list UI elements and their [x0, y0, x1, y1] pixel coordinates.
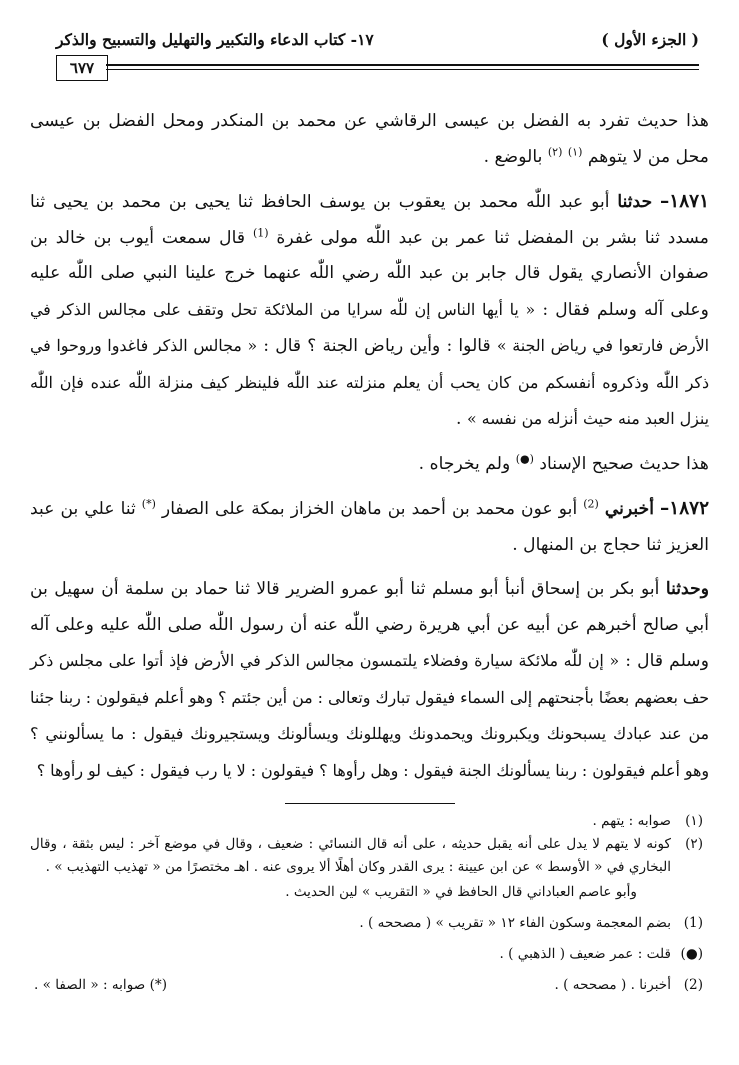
- footnote: (*) صوابه : « الصفا » .: [34, 977, 168, 993]
- volume-label: ( الجزء الأول ): [601, 30, 699, 49]
- hadith-1872-second-chain: [30, 572, 709, 789]
- footnote-mark: (1): [683, 915, 703, 931]
- footnote-separator: [285, 803, 455, 804]
- footnote-row: [30, 974, 709, 997]
- isnad: أبو عبد اللّٰه محمد بن يعقوب بن يوسف الحافظ ثنا يحيى بن محمد بن يحيى ثنا مسدد ثنا بشر بن المفضل ثنا عمر بن عبد اللّٰه مولى غفرة: [30, 192, 709, 248]
- footnote-continuation: وأبو عاصم العباداني قال الحافظ في « التقريب » لين الحديث .: [285, 884, 637, 900]
- footnote-ref[interactable]: (1): [252, 225, 269, 239]
- footnote-ref[interactable]: (١): [567, 144, 583, 158]
- hadith-text: « مجالس الذكر فاغدوا وروحوا في ذكر اللّٰه وذكروه أنفسكم من كان يحب أن يعلم منزلته عند اللّٰه فلينظر كيف منزلة اللّٰه عنده فإن اللّٰه ينزل العبد منه حيث أنزله من نفسه »: [30, 336, 709, 428]
- footnote-ref[interactable]: (●): [515, 451, 534, 465]
- paragraph-grading-note: هذا حديث تفرد به الفضل بن عيسى الرقاشي عن محمد بن المنكدر ومحل الفضل بن عيسى محل من لا يتوهم $^{(١)}$ $^{(٢)}$ بالوضع .: [30, 111, 709, 167]
- hadith-1872: ١٨٧٢– أخبرني $^{(2)}$ أبو عون محمد بن أحمد بن ماهان الخزاز بمكة على الصفار (*) ثنا علي بن عبد العزيز ثنا حجاج بن المنهال .: [30, 497, 710, 555]
- footnote: (1) بضم المعجمة وسكون الفاء ١٢ « تقريب » ( مصححه ) .: [30, 912, 709, 935]
- footnote-mark: (٢): [685, 836, 703, 852]
- footnote-ref[interactable]: (2): [583, 497, 599, 511]
- footnotes: [30, 810, 709, 997]
- footnote-ref[interactable]: (*): [141, 497, 156, 511]
- isnad: قال سمعت أيوب بن خالد بن صفوان الأنصاري يقول قال جابر بن عبد اللّٰه رضي اللّٰه عنهما خرج علينا النبي صلى اللّٰه عليه وعلى آله وسلم فقال :: [30, 227, 709, 320]
- footnote-ref[interactable]: (٢): [547, 144, 563, 158]
- page-number: ٦٧٧: [69, 59, 95, 77]
- hadith-text: « يا أيها الناس إن للّٰه سرايا من الملائكة تحل وتقف على مجالس الذكر في الأرض فارتعوا في رياض الجنة »: [30, 299, 710, 355]
- footnote: (●) قلت : عمر ضعيف ( الذهبي ) .: [30, 943, 709, 966]
- footnote: (١) صوابه : يتهم .: [30, 810, 709, 833]
- footnote-mark: (*): [149, 977, 168, 993]
- header-rule-thin: [106, 69, 699, 70]
- hadith-grading: هذا حديث صحيح الإسناد (●) ولم يخرجاه .: [418, 451, 709, 474]
- narration-keyword: أخبرني: [604, 499, 655, 519]
- hadith-text: « إن للّٰه ملائكة سيارة وفضلاء يلتمسون مجالس الذكر في الأرض فإذ أتوا على مجلس ذكر حف بعضهم بعضًا بأجنحتهم إلى السماء فيقول تبارك وتعالى : من أين جئتم ؟ وهو أعلم فيقولون : ربنا جئنا من عند عبادك يسبحونك ويكبرونك ويحمدونك ويهللونك ويسألونك ويستجيرونك فيقول : ما يسألونني ؟ وهو أعلم فيقولون : ربنا يسألونك الجنة فيقول : وهل رأوها ؟ فيقولون : لا يا رب فيقول : كيف لو رأوها ؟: [30, 651, 710, 780]
- footnote-mark: (١): [685, 813, 703, 829]
- page-number-box: [56, 55, 108, 81]
- footnote: (٢) كونه لا يتهم لا يدل على أنه يقبل حديثه ، على أنه قال النسائي : ضعيف ، وقال في موضع آخر : ليس بثقة ، وقال البخاري في « الأوسط » عن ابن عيينة : يرى القدر وكان أهلًا ألا يروى عنه . اهـ مختصرًا من « تهذيب التهذيب » .: [30, 833, 709, 879]
- hadith-number: ١٨٧٢: [669, 498, 710, 519]
- isnad: ثنا علي بن عبد العزيز ثنا حجاج بن المنهال .: [30, 499, 709, 555]
- isnad: أبو بكر بن إسحاق أنبأ أبو مسلم ثنا أبو عمرو الضرير قالا ثنا حماد بن سلمة أن سهيل بن أبي صالح أخبرهم عن أبيه عن أبي هريرة رضي اللّٰه عنه أن رسول اللّٰه صلى اللّٰه عليه وعلى آله وسلم قال :: [30, 579, 710, 671]
- footnote-mark: (2): [683, 977, 703, 993]
- narration-keyword: وحدثنا: [665, 579, 709, 599]
- hadith-number: ١٨٧١: [669, 191, 710, 212]
- chapter-title: ١٧- كتاب الدعاء والتكبير والتهليل والتسبيح والذكر: [56, 30, 374, 49]
- footnote-mark: (●): [680, 946, 703, 962]
- running-header: [56, 30, 699, 60]
- main-text: [30, 104, 709, 798]
- isnad: أبو عون محمد بن أحمد بن ماهان الخزاز بمكة على الصفار: [161, 499, 578, 519]
- footnote: (2) أخبرنا . ( مصححه ) .: [555, 974, 709, 997]
- narration-keyword: حدثنا: [617, 192, 653, 212]
- hadith-1871: ١٨٧١– حدثنا أبو عبد اللّٰه محمد بن يعقوب بن يوسف الحافظ ثنا يحيى بن محمد بن يحيى ثنا مسدد ثنا بشر بن المفضل ثنا عمر بن عبد اللّٰه مولى غفرة $^{(1)}$ قال سمعت أيوب بن خالد بن صفوان الأنصاري يقول قال جابر بن عبد اللّٰه رضي اللّٰه عنهما خرج علينا النبي صلى اللّٰه عليه وعلى آله وسلم فقال : « يا أيها الناس إن للّٰه سرايا من الملائكة تحل وتقف على مجالس الذكر في الأرض فارتعوا في رياض الجنة » قالوا : وأين رياض الجنة ؟ قال : « مجالس الذكر فاغدوا وروحوا في ذكر اللّٰه وذكروه أنفسكم من كان يحب أن يعلم منزلته عند اللّٰه فلينظر كيف منزلة اللّٰه عنده فإن اللّٰه ينزل العبد منه حيث أنزله من نفسه » .: [30, 191, 710, 429]
- header-rule: [106, 64, 699, 66]
